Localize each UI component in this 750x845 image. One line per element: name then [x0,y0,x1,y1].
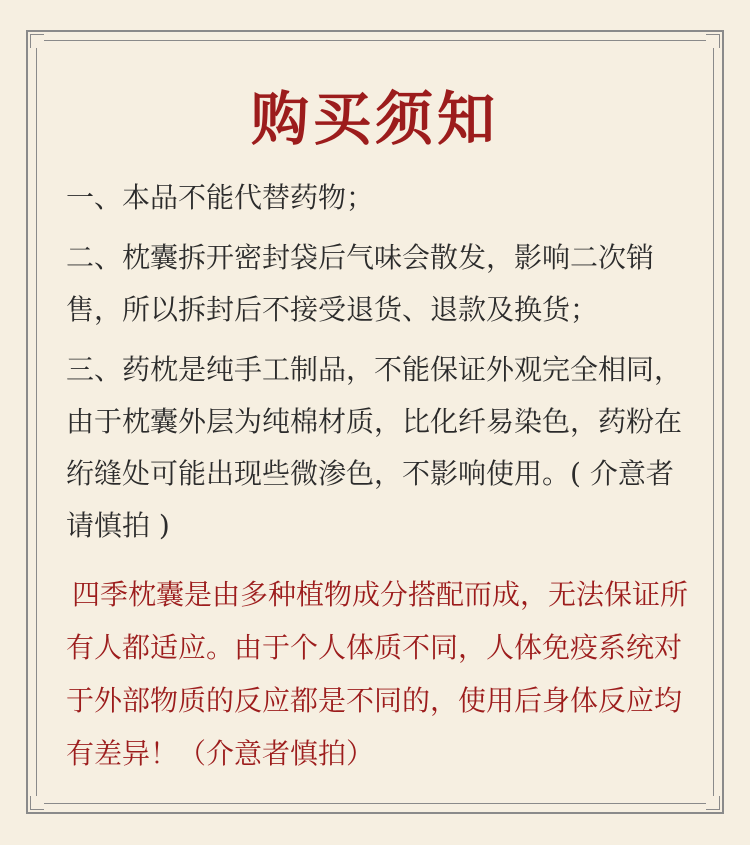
warning-paragraph: 四季枕囊是由多种植物成分搭配而成，无法保证所有人都适应。由于个人体质不同，人体免疫系统对于外部物质的反应都是不同的，使用后身体反应均有差异！（介意者慎拍） [66,578,689,770]
note-item-3: 三、药枕是纯手工制品，不能保证外观完全相同，由于枕囊外层为纯棉材质，比化纤易染色，药粉在绗缝处可能出现些微渗色，不影响使用。( 介意者请慎拍 ) [66,353,683,542]
corner-ornament-top-right [706,34,720,48]
note-item-2: 二、枕囊拆开密封袋后气味会散发，影响二次销售，所以拆封后不接受退货、退款及换货； [66,241,655,326]
corner-ornament-bottom-right [706,796,720,810]
note-item-1: 一、本品不能代替药物； [66,181,375,214]
page-title: 购买须知 [250,85,499,153]
notes-list [66,172,691,560]
corner-ornament-top-left [30,34,44,48]
corner-ornament-bottom-left [30,796,44,810]
